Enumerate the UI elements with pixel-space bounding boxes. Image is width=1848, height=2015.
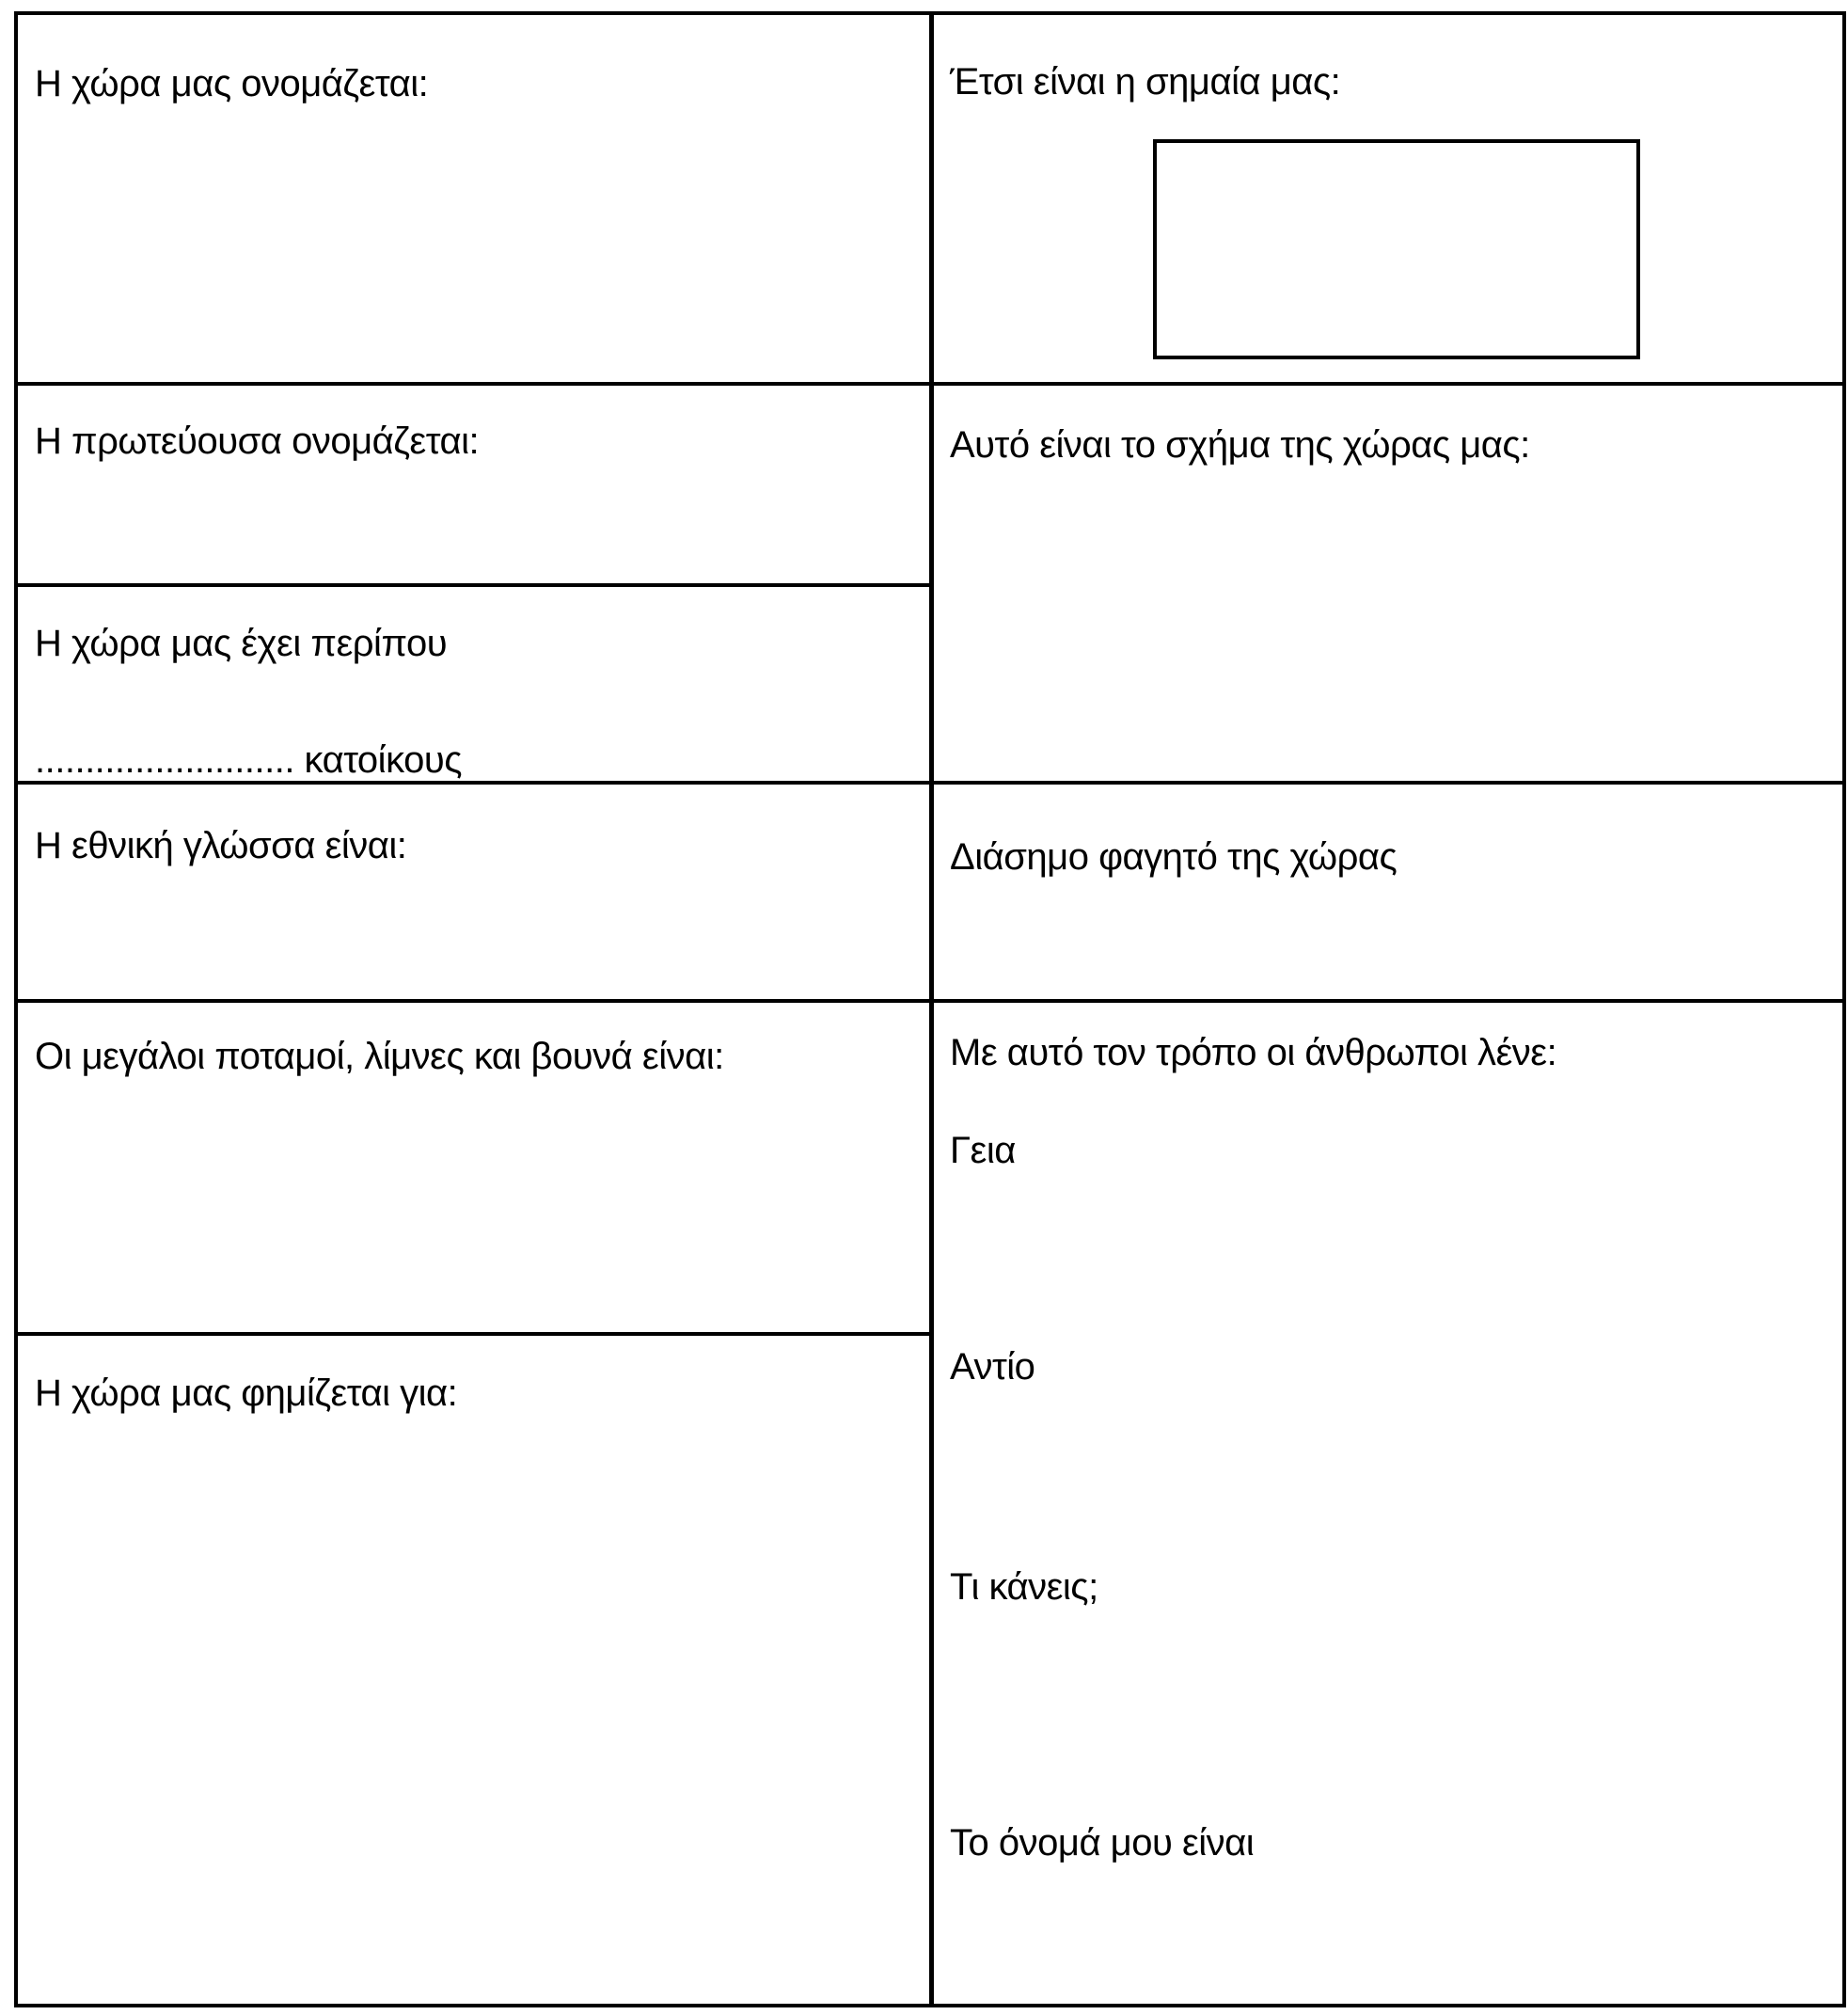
country-shape-label: Αυτό είναι το σχήμα της χώρας μας: [950, 424, 1530, 466]
famous-food-label: Διάσημο φαγητό της χώρας [950, 836, 1398, 878]
population-dotted-blank: .......................... κατοίκους [35, 739, 462, 781]
country-name-label: Η χώρα μας ονομάζεται: [35, 63, 429, 104]
row-divider-full-3 [14, 999, 1846, 1003]
language-label: Η εθνική γλώσσα είναι: [35, 825, 407, 866]
row-divider-full-1 [14, 382, 1846, 386]
population-line1: Η χώρα μας έχει περίπου [35, 623, 448, 664]
phrases-header-label: Με αυτό τον τρόπο οι άνθρωποι λένε: [950, 1032, 1557, 1073]
rivers-lakes-mountains-label: Οι μεγάλοι ποταμοί, λίμνες και βουνά είναι: [35, 1036, 724, 1077]
row-divider-left-rivers [14, 1332, 934, 1336]
phrase-goodbye-label: Αντίο [950, 1346, 1035, 1388]
column-divider [929, 11, 934, 2007]
phrase-hello-label: Γεια [950, 1130, 1016, 1171]
phrase-how-are-you-label: Τι κάνεις; [950, 1566, 1098, 1608]
phrase-my-name-is-label: Το όνομά μου είναι [950, 1822, 1255, 1864]
population-label [35, 614, 462, 789]
capital-label: Η πρωτεύουσα ονομάζεται: [35, 420, 480, 462]
row-divider-left-capital [14, 583, 934, 587]
flag-caption-label: Έτσι είναι η σημαία μας: [950, 61, 1341, 103]
flag-drawing-box [1153, 139, 1640, 359]
famous-for-label: Η χώρα μας φημίζεται για: [35, 1372, 458, 1414]
